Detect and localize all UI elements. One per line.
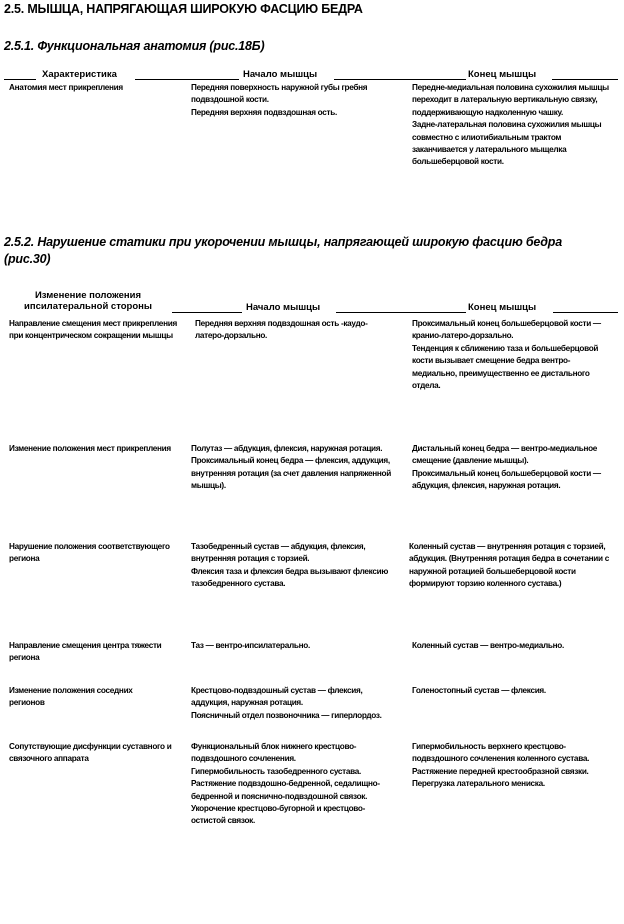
table-cell-end: Передне-медиальная половина сухожилия мышцы переходит в латеральную вертикальную связку, поддерживающую надколенную чашку. Задне-латеральная половина сухожилия мышцы совместно с илиотибиальным трактом заканчивается у латерального мыщелка большеберцовой кости. <box>412 83 609 167</box>
table-cell-start: Передняя верхняя подвздошная ость -каудо-латеро-дорзально. <box>195 319 368 341</box>
table-cell-end: Голеностопный сустав — флексия. <box>412 686 546 695</box>
table-row-label: Изменение положения соседних регионов <box>9 686 133 708</box>
table-cell-end: Проксимальный конец большеберцовой кости — кранио-латеро-дорзально. Тенденция к сближению таза и большеберцовой кости вызывает смещение бедра вентро-медиально, преимущественно ее дистального отдела. <box>412 319 601 391</box>
table-cell-end: Дистальный конец бедра — вентро-медиальное смещение (давление мышцы). Проксимальный конец большеберцовой кости — абдукция, флексия, наружная ротация. <box>412 444 601 491</box>
col-header-characteristic: Характеристика <box>42 69 117 80</box>
table-cell-end: Коленный сустав — внутренняя ротация с торзией, абдукция. (Внутренняя ротация бедра в сочетании с наружной ротацией большеберцовой кости формируют торзию коленного сустава.) <box>409 542 609 589</box>
subsection-title-anatomy: 2.5.1. Функциональная анатомия (рис.18Б) <box>4 39 265 53</box>
table-row-label: Направление смещения мест прикрепления при концентрическом сокращении мышцы <box>9 319 177 341</box>
header-rule <box>552 79 618 80</box>
table-cell-start: Полутаз — абдукция, флексия, наружная ротация. Проксимальный конец бедра — флексия, аддукция, внутренняя ротация (за счет давления напряженной мышцы). <box>191 444 391 491</box>
table-row-label: Нарушение положения соответствующего региона <box>9 542 170 564</box>
table-cell-end: Гипермобильность верхнего крестцово-подвздошного сочленения коленного сустава. Растяжение передней крестообразной связки. Перегрузка латерального мениска. <box>412 742 590 789</box>
table-cell-start: Передняя поверхность наружной губы гребня подвздошной кости. Передняя верхняя подвздошная ость. <box>191 83 368 117</box>
col-header-change: Изменение положения ипсилатеральной стороны <box>23 290 152 312</box>
table-row-label: Сопутствующие дисфункции суставного и связочного аппарата <box>9 742 172 764</box>
subsection-title-statics: 2.5.2. Нарушение статики при укорочении мышцы, напрягающей широкую фасцию бедра (рис.30) <box>4 235 562 266</box>
header-rule <box>553 312 618 313</box>
table-cell-start: Тазобедренный сустав — абдукция, флексия, внутренняя ротация с торзией. Флексия таза и флексия бедра вызывают флексию тазобедренного сустава. <box>191 542 389 589</box>
table-cell-start: Таз — вентро-ипсилатерально. <box>191 641 310 650</box>
header-rule <box>172 312 242 313</box>
header-rule <box>135 79 239 80</box>
table-cell-start: Функциональный блок нижнего крестцово-подвздошного сочленения. Гипермобильность тазобедренного сустава. Растяжение подвздошно-бедренной, седалищно-бедренной и пояснично-подвздошной связок. Укорочение крестцово-бугорной и крестцово-остистой связок. <box>191 742 380 826</box>
header-rule <box>334 79 466 80</box>
section-title: 2.5. МЫШЦА, НАПРЯГАЮЩАЯ ШИРОКУЮ ФАСЦИЮ БЕДРА <box>4 2 363 16</box>
col-header-end: Конец мышцы <box>468 69 537 80</box>
table-row-label: Изменение положения мест прикрепления <box>9 444 171 453</box>
table-row-label: Направление смещения центра тяжести региона <box>9 641 162 663</box>
header-rule <box>336 312 466 313</box>
col-header-start: Начало мышцы <box>246 302 321 313</box>
header-rule <box>4 79 36 80</box>
table-cell-end: Коленный сустав — вентро-медиально. <box>412 641 564 650</box>
table-cell-start: Крестцово-подвздошный сустав — флексия, аддукция, наружная ротация. Поясничный отдел позвоночника — гиперлордоз. <box>191 686 382 720</box>
table-row-label: Анатомия мест прикрепления <box>9 83 123 92</box>
col-header-end: Конец мышцы <box>468 302 537 313</box>
col-header-start: Начало мышцы <box>243 69 318 80</box>
